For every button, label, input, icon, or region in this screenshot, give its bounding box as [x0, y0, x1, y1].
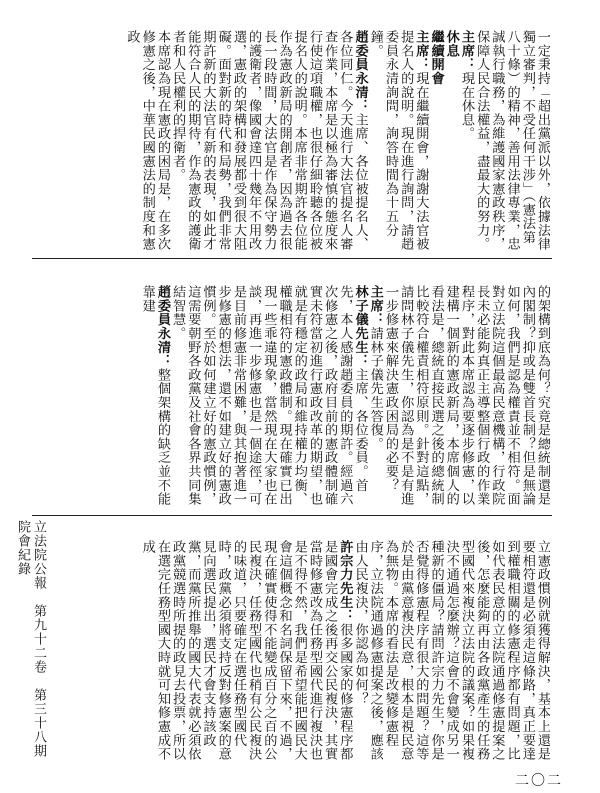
body-paragraph: 的架構到底為何？究竟是總統制還是內閣制？抑或是雙首長制？但是無論如何，我們是認為權責並不相符。面對立法院這個最高民意機構，行政院長未必能夠真正主導整個行政的作業程序，對此本席認為要逐步修憲，以建構一個新的憲政新局，本席個人的看法是，總統直接民選之後的總統制比較符合權責相符原則。針對這點，請問林子儀先生，你認為是不是有進一步修憲來解決憲政困局的必要？ [382, 285, 550, 506]
speech-text: 整個架構的缺乏並不能靠建 [139, 285, 170, 506]
body-paragraph: 立憲政慣例就獲得解決，基本上還是要相符還是必須走這條路，真正要達到權職相關的修憲程序都有問題，比如代表民意的立法院通過修憲提案之後，怎麼能夠再由各政黨產生的任務型國代來複決立法院的議案？如果複決不通過怎麼辦？這會不會變成另一種新的僵局？請問許宗力先生，你是否覺得修憲程序有很大的問題？這等於是由黨意複決民意，根本是視民意為無物。本席的看法是改變修憲程序，立法院通過修憲提案之後，應該由人民複決，你認為如何？ [352, 540, 550, 761]
text-row-middle [50, 285, 550, 507]
row-divider-1 [32, 258, 552, 259]
running-header: 立法院公報 第九十二卷 第三十八期 院會紀錄 [15, 520, 46, 772]
speaker-name: 主席： [413, 30, 429, 72]
speech-text: 很多國家的修憲程序都是國會完成之後再交公民複決，其實當時修憲改為任務型國代進行複決也是不得不然，我們是希望能把國民大會這個概念和名詞保留下來，不過，現在確實使得不能變成百分之百的公民複決，任務型國代也稍有公民複決的味道，只要確定在選任務型國代時，政黨必須將支持反對修憲案的意見向選民提出，選民才會支持該政黨，而黨所推舉的國大代表就必須依政黨競選時所提的政見去投票，所以在選完任務型國大時就可知修憲成不成 [139, 540, 353, 761]
speaker-name: 主席： [458, 30, 474, 72]
speech-text: 主席、各位委員。首先，本人感謝趙委員的期許。經過六次修憲之後，政府目前的憲政體制確實未符當初進行憲政改革的期望，也就是有穩定的政局和維持權力均衡、權職相符的憲政體制。現在確實已出現一些乖違現象，當然現在大家也在談，再進一步修憲也是一個途徑，可是目前修憲非常困難，與其抱著進一步修憲的想法，還不如建立好的憲政慣例。至於如何建立好的憲政慣例，這需要朝野各政黨及社會各界共同集結智慧。 [170, 285, 368, 506]
speech-text: 現在繼續開會，謝謝大法官被提名人的說明。現在進行詢問，請趙委員永清詢問，詢答時間為十五分鐘。 [367, 30, 429, 251]
text-row-top [50, 30, 550, 252]
body-paragraph: 一定秉持「超出黨派以外，依據法律獨立審判，不受任何干涉」（憲法第八十條）的精神，善用法律專業，忠誠執行職務，為維護國家憲政秩序，保障人民合法權益，盡最大的努力。 [474, 30, 550, 251]
row-divider-2 [32, 515, 552, 516]
speech-text: 現在休息。 [458, 71, 474, 141]
page-number-bottom: 二〇二 [515, 773, 563, 789]
speech-paragraph [170, 30, 368, 252]
speech-text: 主席、各位被提名人、各位同仁。今天進行大法官提名人審查作業，本席是以極為審慎的態度來行使這項職權，也很仔細聆聽各位被提名人的說明。本席非常期許各位能作為憲政新局的開創者，因為過去很長一段時間，大法官是作為保守勢力的護衛者，像國會達四十幾年不用改選，憲政的架構和發展都受到很大阻礙。面對新的時代和局勢，我們非常期許新的大法官有新的表現，如此才能符合人民的期待，作為憲政的護衛者和人民權利的捍衛者。 [170, 30, 368, 251]
speaker-name: 趙委員永清： [154, 285, 170, 368]
speaker-name: 林子儀先生： [352, 285, 368, 368]
speech-paragraph [140, 285, 170, 507]
body-paragraph: 本席認為現在憲政的困局是，在多次修憲之後，中華民國憲法的制度和憲政 [124, 30, 170, 251]
speech-paragraph [368, 285, 383, 507]
speech-paragraph [368, 30, 429, 252]
speech-text: 請林子儀先生答復。 [367, 326, 383, 451]
speaker-name: 趙委員永清： [352, 30, 368, 113]
text-row-bottom [50, 540, 550, 765]
speech-paragraph [170, 285, 368, 507]
speaker-name: 主席： [367, 285, 383, 327]
speaker-name: 許宗力先生： [337, 540, 353, 623]
speech-paragraph [459, 30, 474, 252]
speech-paragraph [140, 540, 353, 765]
section-heading: 休息 [443, 30, 459, 58]
section-heading: 繼續開會 [428, 30, 444, 86]
